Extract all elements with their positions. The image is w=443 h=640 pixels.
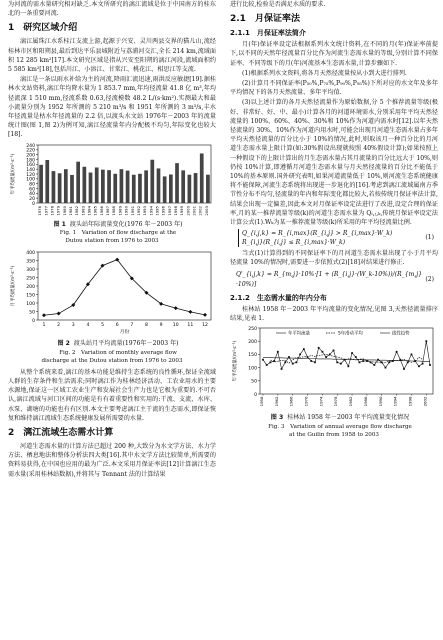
y-tick-label: 100 xyxy=(26,302,35,308)
data-point xyxy=(351,352,353,354)
figure-3-number: 图 3 xyxy=(270,414,284,422)
figure-2-number: 图 2 xyxy=(57,340,70,348)
y-tick-label: 350 xyxy=(26,259,35,265)
y-tick-label: 120 xyxy=(26,172,35,178)
bar xyxy=(76,161,80,202)
y-tick-label: 0 xyxy=(254,392,257,398)
section-1-paragraph-2: 漓江是一条以雨水补给为主的河流,降雨汇流迅速,雨洪反应敏捷[19].据桂林水文站资料,漓江年均降水量为 1 853.7 mm,年均径流量 41.8 亿 m³,年均径流深 1 510 mm,径流系数 0.63,径流模数 48.2 L/(s·km²).实测最大和最小流量分别为 1952 年所测的 5 210 m³/s 和 1951 年所测的 3 m³/s,丰水年径流量是枯水年径流量的 2.2 倍,以渡头水文站 1976年－2003 年的流量统计图(图 1,图 2)为例可知,漓江径流量年内分配极不均匀,年际变化也较大[18]. xyxy=(8,76,216,139)
figure-2-caption-en-line2: discharge at the Dutou station from 1976 to 2003 xyxy=(41,357,183,364)
figure-1-y-axis-label: 年平均流量/(m³·s⁻¹) xyxy=(11,153,16,194)
figure-3-caption-cn: 桂林站 1958 年－2003 年平均流量变化情况 xyxy=(287,414,410,422)
equation-2 xyxy=(230,270,438,290)
y-tick-label: 200 xyxy=(26,285,35,291)
figure-2-caption-cn: 渡头站月平均流量(1976年－2003 年) xyxy=(73,340,179,348)
data-point xyxy=(296,361,298,363)
y-tick-label: 60 xyxy=(29,186,35,192)
y-tick-label: 20 xyxy=(29,196,35,202)
x-tick-label: 1993 xyxy=(142,205,148,216)
bar xyxy=(157,168,161,203)
section-1-paragraph-3: 从整个系统来看,漓江的基本功能是维持生态系统的良性循环,保证全流域人群的生存条件和生活需求;同时漓江作为桂林经济活动、工农业用水的主要水源地,保证这一区域工农业生产和发展社会生产力也是它极为重要的.不可否认,漓江流域与河口区间的功能是有有着重要性和实用的:干流、支流、水库、水泵、湖塘的功能也有有区别.本文主要考虑漓江主干流的生态需水,即保证恢复和维持漓江流域生态系统健康发展所需要的水量. xyxy=(8,368,216,422)
figure-3-caption-en-line1: Fig. 3 Variation of annual average flow discharge xyxy=(268,423,412,430)
bar xyxy=(181,170,185,203)
section-2-title: 2 漓江流域生态需水计算 xyxy=(8,428,114,439)
x-tick-label: 3 xyxy=(71,323,75,329)
data-point xyxy=(425,340,427,342)
figure-2-line-chart xyxy=(8,248,216,340)
figure-2-y-axis-label: 月平均流量/(m³·s⁻¹) xyxy=(11,265,16,307)
y-tick-label: 300 xyxy=(26,268,35,274)
x-tick-label: 1978 xyxy=(49,205,55,216)
figure-1-caption xyxy=(8,221,216,230)
data-point xyxy=(403,368,405,370)
x-tick-label: 1985 xyxy=(92,205,98,216)
y-tick-label: 100 xyxy=(248,366,257,372)
y-tick-label: 160 xyxy=(26,162,35,168)
distribution-paragraph: 桂林站 1958 年－2003 年平均流量的变化情况,见图 3,天然径流量排序结果,见表 1. xyxy=(230,305,438,322)
data-point xyxy=(418,365,420,367)
data-point xyxy=(57,312,61,316)
data-point xyxy=(310,360,312,362)
x-tick-label: 1958 xyxy=(259,396,264,407)
x-tick-label: 1962 xyxy=(273,396,279,407)
x-tick-label: 12 xyxy=(202,323,208,329)
x-tick-label: 1980 xyxy=(61,205,67,216)
x-tick-label: 2000 xyxy=(185,205,191,216)
equation-1 xyxy=(230,229,438,247)
method-paragraph-1: 月(年)保证率设定法根据系列水文统计资料,在不同的月(年)保证率前提下,以不同的天然年径流量百分比作为河流生态需水量的等级,分别计算不同保证率、不同等级下的月(年)河流基本生态需水量,计算步骤如下. xyxy=(230,41,438,67)
bar xyxy=(113,173,117,202)
data-point xyxy=(262,359,264,361)
y-tick-label: 180 xyxy=(26,157,35,163)
y-tick-label: 250 xyxy=(26,276,35,282)
data-point xyxy=(266,364,268,366)
bar xyxy=(144,170,148,203)
figure-3-line-chart xyxy=(230,324,438,414)
data-point xyxy=(188,310,192,314)
x-tick-label: 1995 xyxy=(154,205,160,216)
data-point xyxy=(336,361,338,363)
data-point xyxy=(422,363,424,365)
y-tick-label: 50 xyxy=(29,310,35,316)
bar xyxy=(39,164,43,202)
legend-label: 年平均流量 xyxy=(288,331,310,337)
x-tick-label: 1966 xyxy=(288,396,294,407)
figure-3-y-axis-label: 年平均流量/(m³·s⁻¹) xyxy=(233,340,238,382)
bar xyxy=(138,173,142,202)
x-tick-label: 1990 xyxy=(377,396,383,407)
data-point xyxy=(411,354,413,356)
bar xyxy=(120,169,124,203)
left-column xyxy=(8,0,216,480)
bar xyxy=(89,172,93,202)
data-point xyxy=(303,348,305,350)
method-paragraph-4: (3)以上述计算的各月天然径流量作为原始数据,分 5 个推荐流量等级(极好、非常好、好、中、最小)计算各月的河道环境需水,分别采用年平均天然径流量的 100%、60%、40%、30%和 10%作为河道内需水时[12].以年天然径流量的 30%、10%作为河道内用水时,可能会出现月河道生态需水量占多年平均天然径流量的百分比小于 10%的情况,此时,则取该月一种百分比的月河道生态需水量上限计算(如:30%假设出现就按照 40%假设计算);如果按照上一种假设下的上限计算出的月生态需水量占其月流量的百分比远大于 10%,则仍按 10%计算,即遵循月河道生态需水量与月天然径流量的百分比不能低于 10%的基本原则.国外研究表明,如果河道流量低于 10%,则河流生态系统健康将不能保障,河流生态系统将出现进一步退化的[16].考虑到漓江流域属南方季节性分布不均匀,径流量的年内和年际变化都比较大,若按传统月保证率法计算,结果会出现一定偏差,因此本文对月保证率设定法进行了改进,设定合理的保证率,月的某一推荐流量等级(k)的河道生态需水量为 Qᵢ,ⱼ,ₖ,传统月保证率设定法计算公式(1).Wₖ为某一推荐流量等级(k)所采用的年平均径流量比例. xyxy=(230,99,438,227)
y-tick-label: 200 xyxy=(26,153,35,159)
data-point xyxy=(340,363,342,365)
y-tick-label: 0 xyxy=(32,319,35,325)
x-tick-label: 1986 xyxy=(362,396,368,407)
series-linear-trend xyxy=(263,358,430,362)
figure-1-caption-en-line2: Dutou station from 1976 to 2003 xyxy=(65,238,159,245)
y-tick-label: 100 xyxy=(26,177,35,183)
x-tick-label: 1 xyxy=(42,323,46,329)
x-tick-label: 1970 xyxy=(303,396,309,407)
y-tick-label: 200 xyxy=(248,340,257,346)
x-tick-label: 1978 xyxy=(333,396,339,407)
right-top-paragraph: 进行比较,检验是否满足水质的要求. xyxy=(230,1,326,8)
x-tick-label: 1979 xyxy=(55,205,61,216)
section-1-title: 1 研究区域介绍 xyxy=(8,23,78,34)
x-tick-label: 11 xyxy=(187,323,194,329)
section-2-1-title: 2.1 月保证率法 xyxy=(230,14,300,25)
y-tick-label: 50 xyxy=(251,379,257,385)
y-tick-label: 140 xyxy=(26,167,35,173)
data-point xyxy=(42,313,46,317)
y-tick-label: 150 xyxy=(248,353,257,359)
x-tick-label: 6 xyxy=(115,323,119,329)
figure-2-caption-en xyxy=(8,349,216,365)
bar xyxy=(70,175,74,203)
bar xyxy=(82,166,86,202)
x-tick-label: 1997 xyxy=(166,205,172,216)
x-tick-label: 1996 xyxy=(160,205,166,216)
x-tick-label: 10 xyxy=(172,323,179,329)
data-point xyxy=(396,351,398,353)
y-tick-label: 240 xyxy=(26,143,35,149)
section-2-1-2-title: 2.1.2 生态需水量的年内分布 xyxy=(230,293,327,302)
section-2-paragraph-1: 河道生态需水量的计算方法已超过 200 种,大致分为水文学方法、水力学方法、栖息地法和整体分析法四大类[16].其中水文学方法比较简单,所需要的资料易获得,在中国也应用的最为广泛.本文采用月保证率法[12]计算漓江生态需水量(采用桂林站数据),并将其与 Tennant 法的计算结果 xyxy=(8,443,216,478)
series-annual-flow xyxy=(263,341,430,369)
data-point xyxy=(359,361,361,363)
x-tick-label: 2003 xyxy=(203,205,209,216)
x-tick-label: 1982 xyxy=(74,205,80,216)
x-tick-label: 7 xyxy=(130,323,134,329)
x-tick-label: 1988 xyxy=(111,205,117,216)
figure-1-bar-chart xyxy=(8,141,216,221)
data-point xyxy=(270,361,272,363)
figure-2-caption-en-line1: Fig. 2 Variation of monthly average flow xyxy=(59,349,177,356)
bar xyxy=(169,174,173,203)
data-point xyxy=(203,313,207,317)
figure-3-caption-en-line2: at the Guilin from 1958 to 2003 xyxy=(289,431,379,438)
figure-1-caption-en-line1: Fig. 1 Variation of flow discharge at the xyxy=(59,230,177,237)
y-tick-label: 150 xyxy=(26,293,35,299)
bar xyxy=(175,163,179,203)
x-tick-label: 4 xyxy=(86,323,90,329)
x-tick-label: 5 xyxy=(101,323,105,329)
bar xyxy=(200,153,204,203)
equation-1-line1: Q_{i,j,k} = R_{i,max}(R_{i,j} > R_{i,max}·W_k) xyxy=(242,230,393,238)
figure-3-caption-en xyxy=(230,423,438,439)
data-point xyxy=(288,356,290,358)
legend-label: 5年滑动平均 xyxy=(338,331,363,337)
bar xyxy=(163,176,167,203)
data-point xyxy=(429,364,431,366)
data-point xyxy=(388,361,390,363)
data-point xyxy=(362,360,364,362)
x-tick-label: 1977 xyxy=(43,205,49,216)
equation-2-body: Q'_{i,j,k} = R_{m,j}·10%·[1 + (R_{i,j}·(W_k-10%))/(R_{m,j}·10%)] xyxy=(236,270,423,288)
method-paragraph-5: 当式(1)计算得到的不同保证率下的月河道生态需水量出现了小于月平均径流量 10%的情况时,需要进一步依照式(2)[18]对结果进行修正. xyxy=(230,250,438,267)
x-tick-label: 1986 xyxy=(98,205,104,216)
bar xyxy=(132,174,136,202)
x-tick-label: 1990 xyxy=(123,205,129,216)
bar xyxy=(194,173,198,203)
data-point xyxy=(325,356,327,358)
data-point xyxy=(281,368,283,370)
x-tick-label: 1983 xyxy=(80,205,86,216)
x-tick-label: 1994 xyxy=(148,205,154,216)
figure-2-caption xyxy=(8,340,216,349)
data-point xyxy=(174,306,178,310)
bar xyxy=(188,174,192,202)
x-tick-label: 1991 xyxy=(129,205,135,216)
equation-1-brace xyxy=(238,229,392,247)
x-tick-label: 1987 xyxy=(105,205,111,216)
x-tick-label: 1998 xyxy=(173,205,179,216)
x-tick-label: 2002 xyxy=(422,396,428,407)
x-tick-label: 1981 xyxy=(67,205,73,216)
x-tick-label: 2001 xyxy=(191,205,197,216)
equation-1-line2: R_{i,j}(R_{i,j} ≤ R_{i,max}·W_k) xyxy=(242,239,346,247)
x-tick-label: 1982 xyxy=(348,396,354,407)
data-point xyxy=(314,361,316,363)
data-point xyxy=(292,363,294,365)
data-point xyxy=(355,356,357,358)
y-tick-label: 250 xyxy=(248,326,257,332)
section-2-1-1-title: 2.1.1 月保证率法简介 xyxy=(230,29,306,38)
equation-1-body xyxy=(230,229,392,247)
x-tick-label: 1998 xyxy=(407,396,413,407)
figure-1-caption-en xyxy=(8,229,216,245)
method-paragraph-2: (1)根据系列水文资料,将各月天然径流量按从小到大进行排列. xyxy=(242,69,407,77)
x-tick-label: 1984 xyxy=(86,205,92,216)
x-tick-label: 8 xyxy=(144,323,148,329)
series-line xyxy=(44,260,205,316)
x-tick-label: 2 xyxy=(57,323,61,329)
y-tick-label: 400 xyxy=(26,251,35,257)
data-point xyxy=(277,351,279,353)
equation-1-number: (1) xyxy=(425,234,434,242)
bar xyxy=(52,171,56,203)
bar xyxy=(206,174,210,202)
x-tick-label: 1992 xyxy=(135,205,141,216)
bar xyxy=(64,169,68,203)
bar xyxy=(126,170,130,202)
intro-tail: 为河流的需水量研究相对缺乏.本文所研究的漓江流域是位于中国南方的桂东北的一条重要河流. xyxy=(8,1,216,18)
data-point xyxy=(347,365,349,367)
plot-frame xyxy=(38,252,211,320)
y-tick-label: 80 xyxy=(29,182,35,188)
x-tick-label: 1999 xyxy=(179,205,185,216)
data-point xyxy=(318,347,320,349)
method-paragraph-3: (2)计算月不同保证率(P₅₀%,P₇₅%,P₉₀%,P₉₅%)下所对应的水文年及多年平均情况下的各月天然流量、多年平均值. xyxy=(230,80,438,97)
figure-1-number: 图 1 xyxy=(53,220,66,228)
data-point xyxy=(333,350,335,352)
bar xyxy=(58,173,62,203)
section-1-paragraph-1: 漓江属珠江水系桂江支流上游,起源于兴安、灵川两县交界的猫儿山,流经桂林市区和阳朔县,最后到达平乐县城附近与荔浦河交汇,全长 214 km,流域面积 12 285 km²[17].本文研究区域是指从兴安至阳朔的漓江河段,流域面积约 5 585 km²[18],包括川江、小溶江、甘棠江、桃花江、相思江等支流. xyxy=(8,38,216,74)
x-tick-label: 9 xyxy=(159,323,163,329)
right-column xyxy=(230,0,438,442)
figure-2-x-axis-label: 月份 xyxy=(119,330,130,336)
data-point xyxy=(284,361,286,363)
legend-label: 线性趋势 xyxy=(392,331,410,337)
data-point xyxy=(321,351,323,353)
x-tick-label: 1974 xyxy=(318,396,324,407)
bar xyxy=(150,159,154,202)
y-tick-label: 220 xyxy=(26,148,35,154)
x-tick-label: 1994 xyxy=(392,396,398,407)
data-point xyxy=(299,354,301,356)
bar xyxy=(95,167,99,203)
data-point xyxy=(385,367,387,369)
y-tick-label: 40 xyxy=(29,191,35,197)
bar xyxy=(101,169,105,202)
figure-1-caption-cn: 渡头站年际流量变化(1976 年－2003 年) xyxy=(69,220,183,228)
x-tick-label: 1976 xyxy=(37,205,43,216)
equation-2-number: (2) xyxy=(425,275,434,283)
x-tick-label: 1989 xyxy=(117,205,123,216)
data-point xyxy=(373,364,375,366)
y-tick-label: 0 xyxy=(32,201,35,207)
x-tick-label: 2002 xyxy=(197,205,203,216)
bar xyxy=(45,160,49,203)
bar xyxy=(107,170,111,203)
figure-3-caption xyxy=(230,414,438,423)
